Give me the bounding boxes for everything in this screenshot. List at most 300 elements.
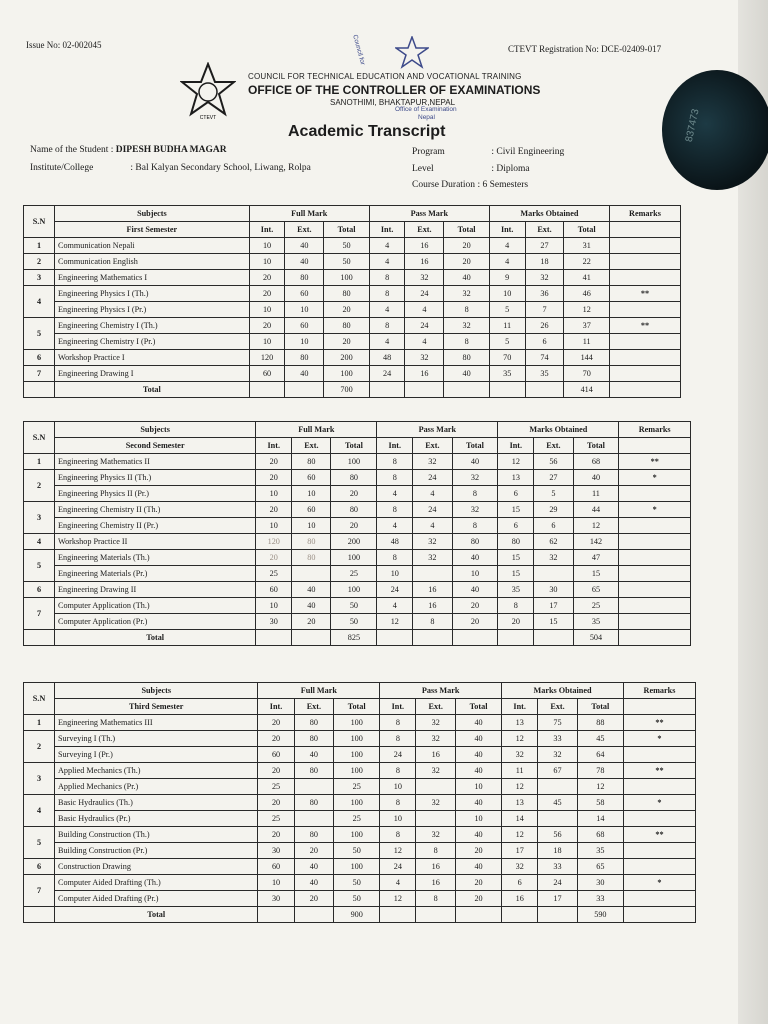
mark-cell xyxy=(292,566,331,582)
mark-cell: 45 xyxy=(577,731,623,747)
int-header: Int. xyxy=(369,222,405,238)
remarks-cell xyxy=(619,534,691,550)
int-header: Int. xyxy=(498,438,534,454)
mark-cell: 8 xyxy=(452,518,498,534)
total-row xyxy=(24,382,681,398)
mark-cell: 32 xyxy=(538,747,578,763)
mark-cell: 32 xyxy=(416,827,456,843)
mark-cell: 10 xyxy=(292,518,331,534)
mark-cell: 30 xyxy=(534,582,573,598)
stamp-text-2: Office of Examination xyxy=(395,106,457,113)
mark-cell: 20 xyxy=(455,891,501,907)
serial-number: 4 xyxy=(24,286,55,318)
table-row xyxy=(24,614,691,630)
emblem-label: CTEVT xyxy=(199,115,217,121)
subject-name: Basic Hydraulics (Pr.) xyxy=(55,811,258,827)
mark-cell: 68 xyxy=(573,454,619,470)
program-row xyxy=(412,147,564,157)
mark-cell: 6 xyxy=(534,518,573,534)
mark-cell: 75 xyxy=(538,715,578,731)
mark-cell: 30 xyxy=(577,875,623,891)
table-row xyxy=(24,286,681,302)
table-row xyxy=(24,582,691,598)
total-blank xyxy=(619,630,691,646)
total-blank xyxy=(623,907,695,923)
mark-cell: 10 xyxy=(256,598,292,614)
mark-cell: 29 xyxy=(534,502,573,518)
total-header: Total xyxy=(324,222,369,238)
mark-cell: 13 xyxy=(502,715,538,731)
mark-cell: 20 xyxy=(249,286,285,302)
mark-cell: 25 xyxy=(258,779,294,795)
subject-name: Engineering Chemistry I (Th.) xyxy=(55,318,250,334)
mark-cell: 16 xyxy=(416,747,456,763)
ext-header: Ext. xyxy=(294,699,334,715)
mark-cell: 25 xyxy=(331,566,377,582)
subjects-header: Subjects xyxy=(55,206,250,222)
mark-cell: 56 xyxy=(534,454,573,470)
subject-name: Workshop Practice II xyxy=(55,534,256,550)
office-address: SANOTHIMI, BHAKTAPUR,NEPAL xyxy=(330,98,456,107)
total-header: Total xyxy=(455,699,501,715)
total-blank xyxy=(444,382,489,398)
mark-cell: 24 xyxy=(538,875,578,891)
mark-cell: 48 xyxy=(369,350,405,366)
total-label: Total xyxy=(55,382,250,398)
mark-cell: 20 xyxy=(455,875,501,891)
institute-value: : Bal Kalyan Secondary School, Liwang, Rolpa xyxy=(130,163,311,173)
ext-header: Ext. xyxy=(534,438,573,454)
mark-cell: 100 xyxy=(334,763,380,779)
mark-cell: 13 xyxy=(498,470,534,486)
remarks-cell xyxy=(619,518,691,534)
table-row xyxy=(24,875,696,891)
table-row xyxy=(24,779,696,795)
mark-cell: 12 xyxy=(502,827,538,843)
ext-header: Ext. xyxy=(538,699,578,715)
total-blank xyxy=(256,630,292,646)
serial-number: 4 xyxy=(24,534,55,550)
mark-cell: 17 xyxy=(502,843,538,859)
mark-cell: 35 xyxy=(489,366,525,382)
total-blank xyxy=(498,630,534,646)
mark-cell: 11 xyxy=(564,334,609,350)
mark-cell: 31 xyxy=(564,238,609,254)
mark-cell: 14 xyxy=(502,811,538,827)
mark-cell: 80 xyxy=(498,534,534,550)
mark-cell: 88 xyxy=(577,715,623,731)
total-blank xyxy=(416,907,456,923)
remarks-cell xyxy=(623,859,695,875)
mark-cell: 15 xyxy=(498,566,534,582)
subject-name: Communication Nepali xyxy=(55,238,250,254)
total-header: Total xyxy=(573,438,619,454)
office-name: OFFICE OF THE CONTROLLER OF EXAMINATIONS xyxy=(248,83,541,97)
mark-cell: 65 xyxy=(573,582,619,598)
mark-cell: 4 xyxy=(413,518,452,534)
mark-cell: 50 xyxy=(334,843,380,859)
mark-cell: 32 xyxy=(452,470,498,486)
program-value: : Civil Engineering xyxy=(491,147,565,157)
mark-cell: 20 xyxy=(444,238,489,254)
subject-name: Applied Mechanics (Pr.) xyxy=(55,779,258,795)
mark-cell: 33 xyxy=(538,731,578,747)
serial-number: 1 xyxy=(24,454,55,470)
mark-cell: 40 xyxy=(444,366,489,382)
total-blank xyxy=(489,382,525,398)
subject-name: Surveying I (Pr.) xyxy=(55,747,258,763)
int-header: Int. xyxy=(380,699,416,715)
mark-cell: 16 xyxy=(413,582,452,598)
mark-cell: 20 xyxy=(452,598,498,614)
mark-cell: 80 xyxy=(285,350,324,366)
mark-cell: 12 xyxy=(498,454,534,470)
mark-cell: 17 xyxy=(538,891,578,907)
total-blank xyxy=(525,382,564,398)
mark-cell: 8 xyxy=(377,502,413,518)
remarks-cell xyxy=(609,366,680,382)
mark-cell: 25 xyxy=(256,566,292,582)
mark-cell xyxy=(294,811,334,827)
remarks-cell: * xyxy=(619,502,691,518)
mark-cell: 10 xyxy=(256,486,292,502)
mark-cell: 4 xyxy=(489,238,525,254)
mark-cell: 40 xyxy=(455,859,501,875)
total-blank xyxy=(24,907,55,923)
second-semester-table xyxy=(23,421,691,646)
mark-cell: 60 xyxy=(256,582,292,598)
mark-cell: 4 xyxy=(380,875,416,891)
mark-cell: 35 xyxy=(498,582,534,598)
mark-cell: 80 xyxy=(294,731,334,747)
mark-cell: 32 xyxy=(525,270,564,286)
duration-label: Course Duration xyxy=(412,180,476,190)
mark-cell: 8 xyxy=(452,486,498,502)
mark-cell: 40 xyxy=(455,795,501,811)
mark-cell: 20 xyxy=(292,614,331,630)
remarks-cell: * xyxy=(623,795,695,811)
mark-cell: 32 xyxy=(416,763,456,779)
serial-number: 1 xyxy=(24,238,55,254)
ext-header: Ext. xyxy=(525,222,564,238)
int-header: Int. xyxy=(502,699,538,715)
mark-cell: 8 xyxy=(380,795,416,811)
stamp-text-3: Nepal xyxy=(418,114,435,121)
mark-cell: 4 xyxy=(377,486,413,502)
sn-header: S.N xyxy=(24,683,55,715)
subheader-row xyxy=(24,699,696,715)
mark-cell: 80 xyxy=(285,270,324,286)
remarks-cell xyxy=(619,598,691,614)
mark-cell: 32 xyxy=(452,502,498,518)
serial-number: 2 xyxy=(24,731,55,763)
mark-cell: 74 xyxy=(525,350,564,366)
mark-cell: 8 xyxy=(444,334,489,350)
table-row xyxy=(24,859,696,875)
mark-cell: 32 xyxy=(416,731,456,747)
mark-cell: 10 xyxy=(489,286,525,302)
remarks-blank xyxy=(619,438,691,454)
mark-cell: 8 xyxy=(380,715,416,731)
mark-cell: 200 xyxy=(331,534,377,550)
mark-cell: 20 xyxy=(258,715,294,731)
mark-cell: 20 xyxy=(256,502,292,518)
mark-cell: 40 xyxy=(455,747,501,763)
mark-cell: 30 xyxy=(258,843,294,859)
mark-cell: 8 xyxy=(377,454,413,470)
remarks-cell xyxy=(619,486,691,502)
subject-name: Engineering Physics II (Th.) xyxy=(55,470,256,486)
total-header: Total xyxy=(334,699,380,715)
serial-number: 7 xyxy=(24,875,55,907)
int-header: Int. xyxy=(489,222,525,238)
mark-cell: 32 xyxy=(444,318,489,334)
mark-cell: 12 xyxy=(380,891,416,907)
table-row xyxy=(24,747,696,763)
total-header: Total xyxy=(564,222,609,238)
mark-cell: 12 xyxy=(573,518,619,534)
subject-name: Surveying I (Th.) xyxy=(55,731,258,747)
council-name: COUNCIL FOR TECHNICAL EDUCATION AND VOCATIONAL TRAINING xyxy=(248,72,522,81)
mark-cell: 80 xyxy=(292,534,331,550)
table-row xyxy=(24,238,681,254)
mark-cell: 8 xyxy=(377,550,413,566)
mark-cell: 35 xyxy=(573,614,619,630)
remarks-cell xyxy=(609,350,680,366)
mark-cell: 67 xyxy=(538,763,578,779)
program-label: Program xyxy=(412,147,445,157)
sn-header: S.N xyxy=(24,422,55,454)
mark-cell: 20 xyxy=(331,486,377,502)
subject-name: Communication English xyxy=(55,254,250,270)
mark-cell: 8 xyxy=(380,731,416,747)
total-blank xyxy=(609,382,680,398)
mark-cell: 30 xyxy=(256,614,292,630)
remarks-cell: ** xyxy=(623,715,695,731)
serial-number: 5 xyxy=(24,550,55,582)
mark-cell: 60 xyxy=(258,859,294,875)
mark-cell: 11 xyxy=(573,486,619,502)
mark-cell: 16 xyxy=(416,859,456,875)
mark-cell: 50 xyxy=(331,598,377,614)
mark-cell: 10 xyxy=(377,566,413,582)
mark-cell: 10 xyxy=(285,302,324,318)
remarks-cell: ** xyxy=(609,286,680,302)
full-mark-header: Full Mark xyxy=(256,422,377,438)
mark-cell: 40 xyxy=(455,763,501,779)
mark-cell: 16 xyxy=(413,598,452,614)
mark-cell: 20 xyxy=(498,614,534,630)
mark-cell: 47 xyxy=(573,550,619,566)
mark-cell: 30 xyxy=(258,891,294,907)
student-name-label: Name of the Student : xyxy=(30,145,114,155)
mark-cell: 20 xyxy=(249,318,285,334)
mark-cell: 10 xyxy=(452,566,498,582)
serial-number: 2 xyxy=(24,254,55,270)
mark-cell: 24 xyxy=(413,502,452,518)
mark-cell: 70 xyxy=(489,350,525,366)
subject-name: Computer Application (Th.) xyxy=(55,598,256,614)
table-row xyxy=(24,795,696,811)
mark-cell: 11 xyxy=(489,318,525,334)
total-header: Total xyxy=(452,438,498,454)
serial-number: 3 xyxy=(24,763,55,795)
total-label: Total xyxy=(55,907,258,923)
remarks-blank xyxy=(609,222,680,238)
mark-cell: 40 xyxy=(444,270,489,286)
remarks-cell: ** xyxy=(623,827,695,843)
mark-cell: 10 xyxy=(380,811,416,827)
mark-cell: 25 xyxy=(334,779,380,795)
page-title: Academic Transcript xyxy=(288,123,446,140)
mark-cell: 15 xyxy=(534,614,573,630)
level-label: Level xyxy=(412,164,434,174)
mark-cell: 35 xyxy=(577,843,623,859)
serial-number: 6 xyxy=(24,859,55,875)
mark-cell: 8 xyxy=(416,843,456,859)
subject-name: Construction Drawing xyxy=(55,859,258,875)
subject-name: Engineering Physics I (Th.) xyxy=(55,286,250,302)
subject-name: Engineering Chemistry I (Pr.) xyxy=(55,334,250,350)
mark-cell: 25 xyxy=(573,598,619,614)
total-header: Total xyxy=(331,438,377,454)
mark-cell: 15 xyxy=(573,566,619,582)
mark-cell: 32 xyxy=(405,350,444,366)
table-row xyxy=(24,550,691,566)
mark-cell: 20 xyxy=(258,827,294,843)
obtained-total: 590 xyxy=(577,907,623,923)
mark-cell: 4 xyxy=(489,254,525,270)
mark-cell: 37 xyxy=(564,318,609,334)
mark-cell: 60 xyxy=(285,286,324,302)
mark-cell: 24 xyxy=(380,859,416,875)
mark-cell: 46 xyxy=(564,286,609,302)
mark-cell: 8 xyxy=(369,286,405,302)
mark-cell xyxy=(416,779,456,795)
table-row xyxy=(24,486,691,502)
total-blank xyxy=(538,907,578,923)
serial-number: 6 xyxy=(24,350,55,366)
mark-cell: 50 xyxy=(324,254,369,270)
mark-cell: 16 xyxy=(405,366,444,382)
mark-cell: 24 xyxy=(405,318,444,334)
mark-cell: 80 xyxy=(294,715,334,731)
total-blank xyxy=(534,630,573,646)
mark-cell: 5 xyxy=(534,486,573,502)
subject-name: Computer Application (Pr.) xyxy=(55,614,256,630)
mark-cell: 7 xyxy=(525,302,564,318)
pass-mark-header: Pass Mark xyxy=(369,206,489,222)
mark-cell xyxy=(538,811,578,827)
total-blank xyxy=(285,382,324,398)
mark-cell: 100 xyxy=(324,270,369,286)
mark-cell: 4 xyxy=(369,302,405,318)
mark-cell: 35 xyxy=(525,366,564,382)
remarks-cell: ** xyxy=(623,763,695,779)
mark-cell: 32 xyxy=(444,286,489,302)
subject-name: Engineering Mathematics I xyxy=(55,270,250,286)
marks-obtained-header: Marks Obtained xyxy=(489,206,609,222)
mark-cell: 32 xyxy=(413,534,452,550)
table-row xyxy=(24,534,691,550)
mark-cell: 12 xyxy=(502,731,538,747)
subheader-row xyxy=(24,438,691,454)
mark-cell: 100 xyxy=(334,747,380,763)
student-name: DIPESH BUDHA MAGAR xyxy=(115,145,227,155)
mark-cell: 20 xyxy=(258,731,294,747)
subject-name: Building Construction (Th.) xyxy=(55,827,258,843)
mark-cell: 12 xyxy=(577,779,623,795)
mark-cell: 40 xyxy=(452,550,498,566)
seal-number: 837473 xyxy=(683,108,702,143)
mark-cell: 12 xyxy=(502,779,538,795)
mark-cell: 32 xyxy=(502,859,538,875)
ext-header: Ext. xyxy=(285,222,324,238)
remarks-cell xyxy=(609,334,680,350)
mark-cell: 80 xyxy=(324,286,369,302)
total-blank xyxy=(24,630,55,646)
mark-cell: 6 xyxy=(502,875,538,891)
level-value: : Diploma xyxy=(491,164,530,174)
mark-cell: 100 xyxy=(334,859,380,875)
mark-cell: 15 xyxy=(498,502,534,518)
mark-cell: 20 xyxy=(256,470,292,486)
registration-number: CTEVT Registration No: DCE-02409-017 xyxy=(508,44,662,54)
table-row xyxy=(24,302,681,318)
mark-cell: 100 xyxy=(324,366,369,382)
subheader-row xyxy=(24,222,681,238)
total-row xyxy=(24,630,691,646)
mark-cell: 20 xyxy=(324,302,369,318)
mark-cell: 4 xyxy=(413,486,452,502)
mark-cell: 50 xyxy=(334,875,380,891)
mark-cell: 40 xyxy=(292,598,331,614)
remarks-cell xyxy=(609,270,680,286)
mark-cell: 27 xyxy=(525,238,564,254)
student-name-row xyxy=(30,145,227,155)
mark-cell: 16 xyxy=(416,875,456,891)
ext-header: Ext. xyxy=(413,438,452,454)
mark-cell: 70 xyxy=(564,366,609,382)
mark-cell: 6 xyxy=(498,518,534,534)
subject-name: Engineering Drawing I xyxy=(55,366,250,382)
total-blank xyxy=(405,382,444,398)
total-header: Total xyxy=(577,699,623,715)
mark-cell: 8 xyxy=(369,270,405,286)
mark-cell xyxy=(413,566,452,582)
mark-cell: 10 xyxy=(249,302,285,318)
mark-cell: 68 xyxy=(577,827,623,843)
mark-cell xyxy=(294,779,334,795)
mark-cell: 80 xyxy=(331,502,377,518)
table-row xyxy=(24,811,696,827)
mark-cell: 22 xyxy=(564,254,609,270)
remarks-cell xyxy=(623,891,695,907)
mark-cell: 40 xyxy=(452,454,498,470)
first-semester-table xyxy=(23,205,681,398)
mark-cell: 9 xyxy=(489,270,525,286)
marks-obtained-header: Marks Obtained xyxy=(502,683,624,699)
mark-cell: 80 xyxy=(292,454,331,470)
remarks-cell xyxy=(619,582,691,598)
total-blank xyxy=(380,907,416,923)
subject-name: Computer Aided Drafting (Th.) xyxy=(55,875,258,891)
mark-cell: 40 xyxy=(294,859,334,875)
mark-cell: 100 xyxy=(334,731,380,747)
table-row xyxy=(24,715,696,731)
remarks-cell xyxy=(619,614,691,630)
mark-cell: 56 xyxy=(538,827,578,843)
